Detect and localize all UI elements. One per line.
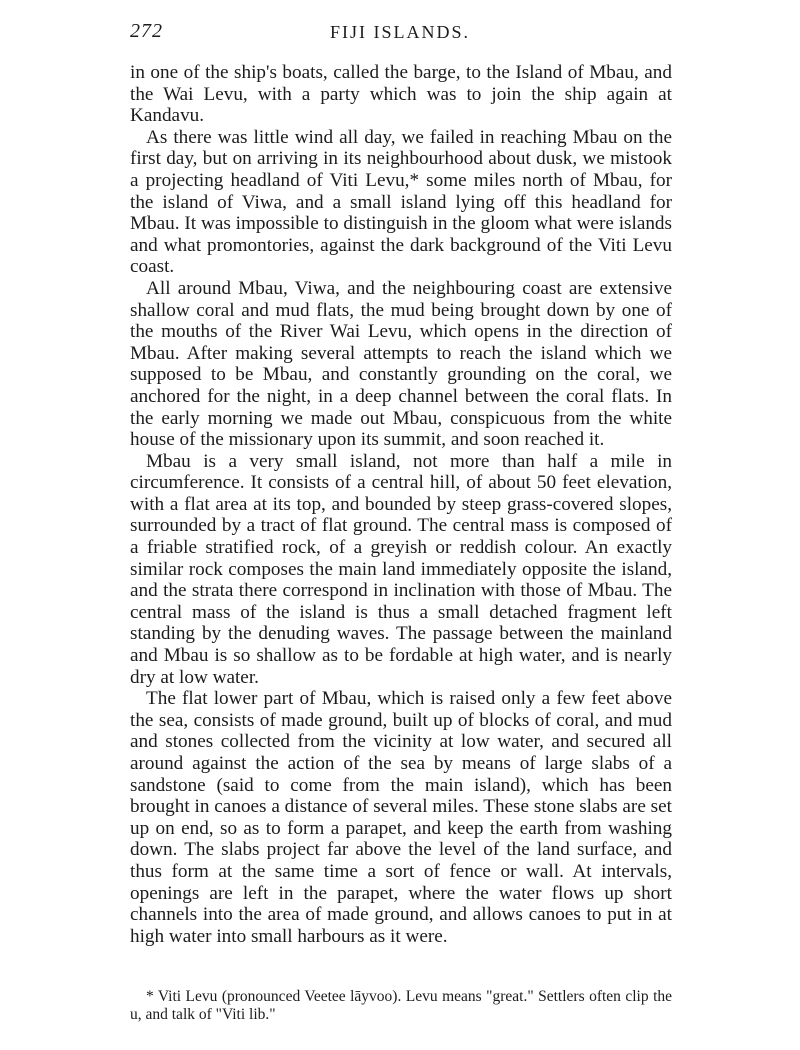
paragraph: All around Mbau, Viwa, and the neighbouring coast are extensive shallow coral and mud flats, the mud being brought down by one of the mouths of the River Wai Levu, which opens in the direction of Mbau. After making several attempts to reach the island which we supposed to be Mbau, and constantly grounding on the coral, we anchored for the night, in a deep channel between the coral flats. In the early morning we made out Mbau, conspicuous from the white house of the missionary upon its summit, and soon reached it. — [130, 277, 672, 451]
paragraph: The flat lower part of Mbau, which is raised only a few feet above the sea, consists of made ground, built up of blocks of coral, and mud and stones collected from the vicinity at low water, and secured all around against the action of the sea by means of large slabs of a sandstone (said to come from the main island), which has been brought in canoes a distance of several miles. These stone slabs are set up on end, so as to form a parapet, and keep the earth from washing down. The slabs project far above the level of the land surface, and thus form at the same time a sort of fence or wall. At intervals, openings are left in the parapet, where the water flows up short channels into the area of made ground, and allows canoes to put in at high water into small harbours as it were. — [130, 688, 672, 947]
body-text — [130, 62, 672, 947]
page-header — [130, 20, 670, 48]
paragraph: Mbau is a very small island, not more than half a mile in circumference. It consists of a central hill, of about 50 feet elevation, with a flat area at its top, and bounded by steep grass-covered slopes, surrounded by a tract of flat ground. The central mass is composed of a friable stratified rock, of a greyish or reddish colour. An exactly similar rock composes the main land immediately opposite the island, and the strata there correspond in inclination with those of Mbau. The central mass of the island is thus a small detached fragment left standing by the denuding waves. The passage between the mainland and Mbau is so shallow as to be fordable at high water, and is nearly dry at low water. — [130, 450, 672, 688]
footnote — [130, 988, 672, 1024]
footnote-text: * Viti Levu (pronounced Veetee lāyvoo). Levu means "great." Settlers often clip the u, and talk of "Viti lib." — [130, 988, 672, 1023]
paragraph: in one of the ship's boats, called the barge, to the Island of Mbau, and the Wai Levu, with a party which was to join the ship again at Kandavu. — [130, 62, 672, 127]
page-number: 272 — [130, 20, 163, 42]
running-title: FIJI ISLANDS. — [329, 22, 470, 42]
paragraph: As there was little wind all day, we failed in reaching Mbau on the first day, but on arriving in its neighbourhood about dusk, we mistook a projecting headland of Viti Levu,* some miles north of Mbau, for the island of Viwa, and a small island lying off this headland for Mbau. It was impossible to distinguish in the gloom what were islands and what promontories, against the dark background of the Viti Levu coast. — [130, 126, 672, 278]
